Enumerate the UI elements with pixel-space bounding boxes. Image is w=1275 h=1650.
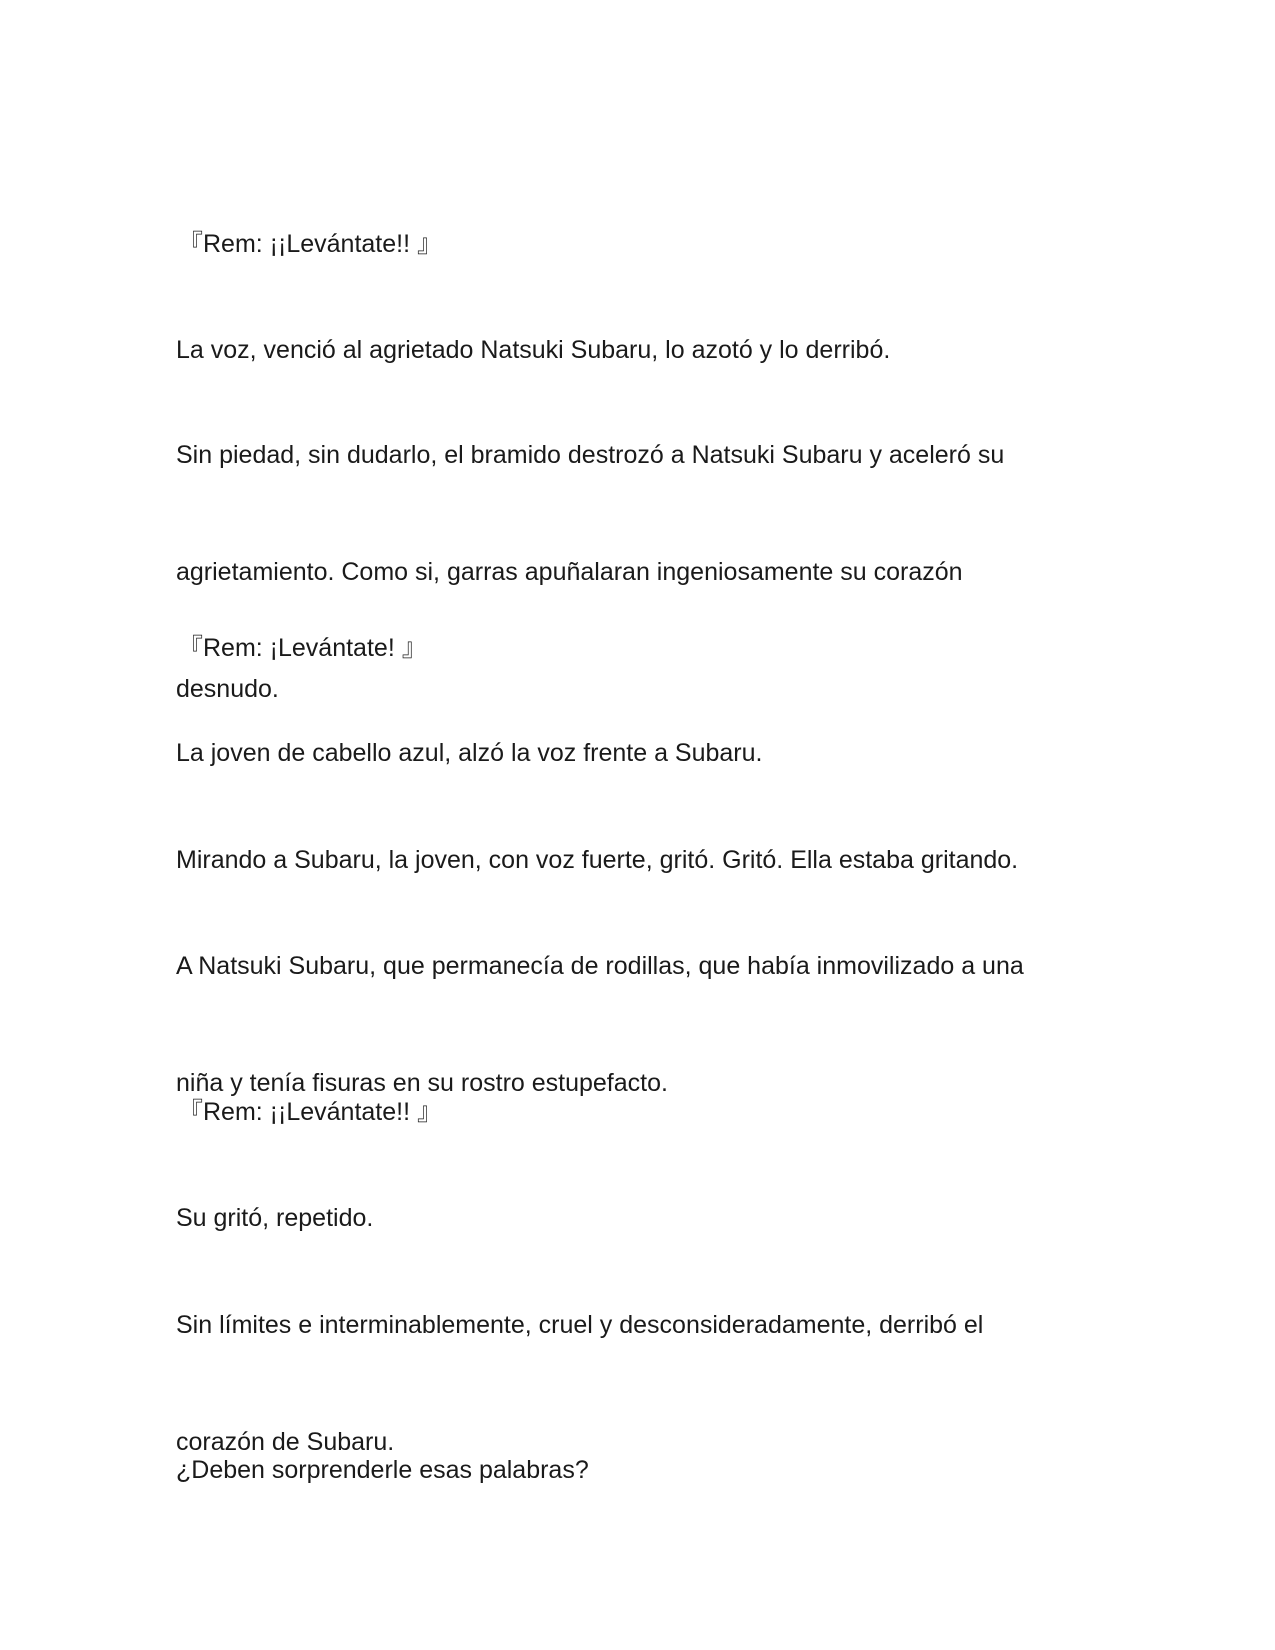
text-line: Sin límites e interminablemente, cruel y desconsideradamente, derribó el [176, 1311, 984, 1339]
text-line: desnudo. [176, 675, 279, 703]
text-line: niña y tenía fisuras en su rostro estupefacto. [176, 1069, 668, 1097]
text-line: agrietamiento. Como si, garras apuñalaran ingeniosamente su corazón [176, 558, 963, 586]
text-line: La voz, venció al agrietado Natsuki Subaru, lo azotó y lo derribó. [176, 336, 891, 364]
text-line: A Natsuki Subaru, que permanecía de rodillas, que había inmovilizado a una [176, 952, 1024, 980]
text-line: 『Rem: ¡Levántate! 』 [178, 634, 427, 662]
narration-paragraph [176, 1373, 1096, 1568]
text-line: 『Rem: ¡¡Levántate!! 』 [178, 230, 442, 258]
text-line: Su gritó, repetido. [176, 1204, 374, 1232]
text-line: La joven de cabello azul, alzó la voz frente a Subaru. [176, 739, 763, 767]
text-line: Mirando a Subaru, la joven, con voz fuerte, gritó. Gritó. Ella estaba gritando. [176, 846, 1019, 874]
text-line: corazón de Subaru. [176, 1428, 395, 1456]
text-line: Sin piedad, sin dudarlo, el bramido destrozó a Natsuki Subaru y aceleró su [176, 441, 1005, 469]
text-line: 『Rem: ¡¡Levántate!! 』 [178, 1098, 442, 1126]
text-line: ¿Deben sorprenderle esas palabras? [176, 1456, 589, 1484]
